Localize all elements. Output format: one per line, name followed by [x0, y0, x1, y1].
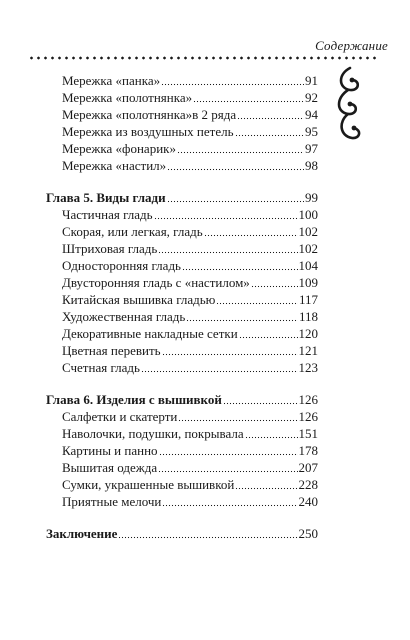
toc-entry-title: Мережка «панка»: [62, 73, 161, 88]
toc-entry-title: Наволочки, подушки, покрывала: [62, 426, 244, 441]
toc-entry-page: 109: [298, 275, 318, 290]
toc-entry: [62, 141, 318, 157]
leader-dots: [235, 487, 297, 490]
leader-dots: [193, 100, 304, 103]
leader-dots: [158, 251, 297, 254]
leader-dots: [182, 268, 298, 271]
toc-entry-title: Скорая, или легкая, гладь: [62, 224, 203, 239]
toc-entry-title: Мережка «полотнянка»в 2 ряда: [62, 107, 237, 122]
toc-entry: [62, 158, 318, 174]
toc-entry-page: 240: [298, 494, 318, 509]
conclusion-page: 250: [298, 526, 318, 541]
toc-entry-page: 104: [298, 258, 318, 273]
leader-dots: [216, 302, 298, 305]
toc-entry-page: 118: [298, 309, 318, 324]
toc-entry-page: 121: [298, 343, 318, 358]
leader-dots: [245, 436, 298, 439]
toc-entry-page: 228: [298, 477, 318, 492]
chapter-title: Глава 6. Изделия с вышивкой: [46, 392, 222, 407]
toc-entry-title: Китайская вышивка гладью: [62, 292, 216, 307]
chapter-heading: [46, 392, 318, 408]
toc-entry-page: 95: [305, 124, 318, 139]
leader-dots: [159, 453, 298, 456]
leader-dots: [154, 217, 298, 220]
toc-entry-title: Салфетки и скатерти: [62, 409, 178, 424]
toc-entry-title: Декоративные накладные сетки: [62, 326, 238, 341]
toc-entry: [62, 460, 318, 476]
toc-entry-page: 102: [298, 241, 318, 256]
leader-dots: [161, 83, 304, 86]
toc-entry: [62, 124, 318, 140]
toc-entry: [62, 90, 318, 106]
toc-entry-page: 117: [298, 292, 318, 307]
toc-entry-page: 97: [305, 141, 318, 156]
toc-entry-title: Штриховая гладь: [62, 241, 158, 256]
toc-entry: [62, 309, 318, 325]
toc-entry-page: 92: [305, 90, 318, 105]
chapter-heading: [46, 190, 318, 206]
toc-entry-title: Мережка «фонарик»: [62, 141, 176, 156]
toc-entry-title: Счетная гладь: [62, 360, 140, 375]
toc-entry: [62, 343, 318, 359]
toc-entry: [62, 224, 318, 240]
toc-entry-page: 120: [298, 326, 318, 341]
toc-entry-page: 123: [298, 360, 318, 375]
toc-entry: [62, 107, 318, 123]
toc-entry: [62, 292, 318, 308]
toc-entry-title: Частичная гладь: [62, 207, 153, 222]
toc-entry-title: Картины и панно: [62, 443, 158, 458]
leader-dots: [167, 200, 304, 203]
toc-entry-title: Мережка «настил»: [62, 158, 167, 173]
leader-dots: [118, 536, 297, 539]
leader-dots: [223, 402, 298, 405]
leader-dots: [239, 336, 298, 339]
toc-entry-page: 91: [305, 73, 318, 88]
header-dotted-rule: [28, 56, 380, 60]
leader-dots: [235, 134, 304, 137]
leader-dots: [204, 234, 298, 237]
toc-entry-page: 102: [298, 224, 318, 239]
toc-entry-title: Сумки, украшенные вышивкой: [62, 477, 235, 492]
toc-entry: [62, 426, 318, 442]
leader-dots: [158, 470, 297, 473]
toc-entry-title: Приятные мелочи: [62, 494, 162, 509]
leader-dots: [162, 504, 297, 507]
toc-entry-title: Цветная перевить: [62, 343, 161, 358]
toc-entry-title: Односторонняя гладь: [62, 258, 181, 273]
toc-entry: [62, 494, 318, 510]
toc-entry: [62, 360, 318, 376]
toc-entry: [62, 326, 318, 342]
toc-entry: [62, 73, 318, 89]
flourish-ornament-icon: [330, 64, 366, 144]
toc-entry: [62, 409, 318, 425]
toc-entry-title: Вышитая одежда: [62, 460, 158, 475]
conclusion-title: Заключение: [46, 526, 118, 541]
leader-dots: [141, 370, 298, 373]
conclusion-heading: [46, 526, 318, 542]
toc-entry-page: 94: [305, 107, 318, 122]
chapter-page: 126: [298, 392, 318, 407]
toc-entry-title: Двусторонняя гладь с «настилом»: [62, 275, 250, 290]
toc-entry-page: 151: [298, 426, 318, 441]
toc-entry-page: 98: [305, 158, 318, 173]
leader-dots: [162, 353, 298, 356]
toc-entry: [62, 477, 318, 493]
toc-entry: [62, 443, 318, 459]
leader-dots: [177, 151, 304, 154]
chapter-title: Глава 5. Виды глади: [46, 190, 166, 205]
toc-entry-title: Мережка из воздушных петель: [62, 124, 234, 139]
toc-entry-page: 178: [298, 443, 318, 458]
toc-entry-title: Мережка «полотнянка»: [62, 90, 193, 105]
toc-entry-page: 207: [298, 460, 318, 475]
chapter-page: 99: [305, 190, 318, 205]
toc-entry-page: 100: [298, 207, 318, 222]
toc-entry: [62, 241, 318, 257]
toc-entry: [62, 275, 318, 291]
toc-entry-page: 126: [298, 409, 318, 424]
leader-dots: [251, 285, 298, 288]
toc-entry-title: Художественная гладь: [62, 309, 186, 324]
leader-dots: [186, 319, 298, 322]
leader-dots: [178, 419, 297, 422]
leader-dots: [167, 168, 304, 171]
running-head: Содержание: [315, 38, 388, 53]
toc-entry: [62, 258, 318, 274]
leader-dots: [237, 117, 304, 120]
toc-entry: [62, 207, 318, 223]
